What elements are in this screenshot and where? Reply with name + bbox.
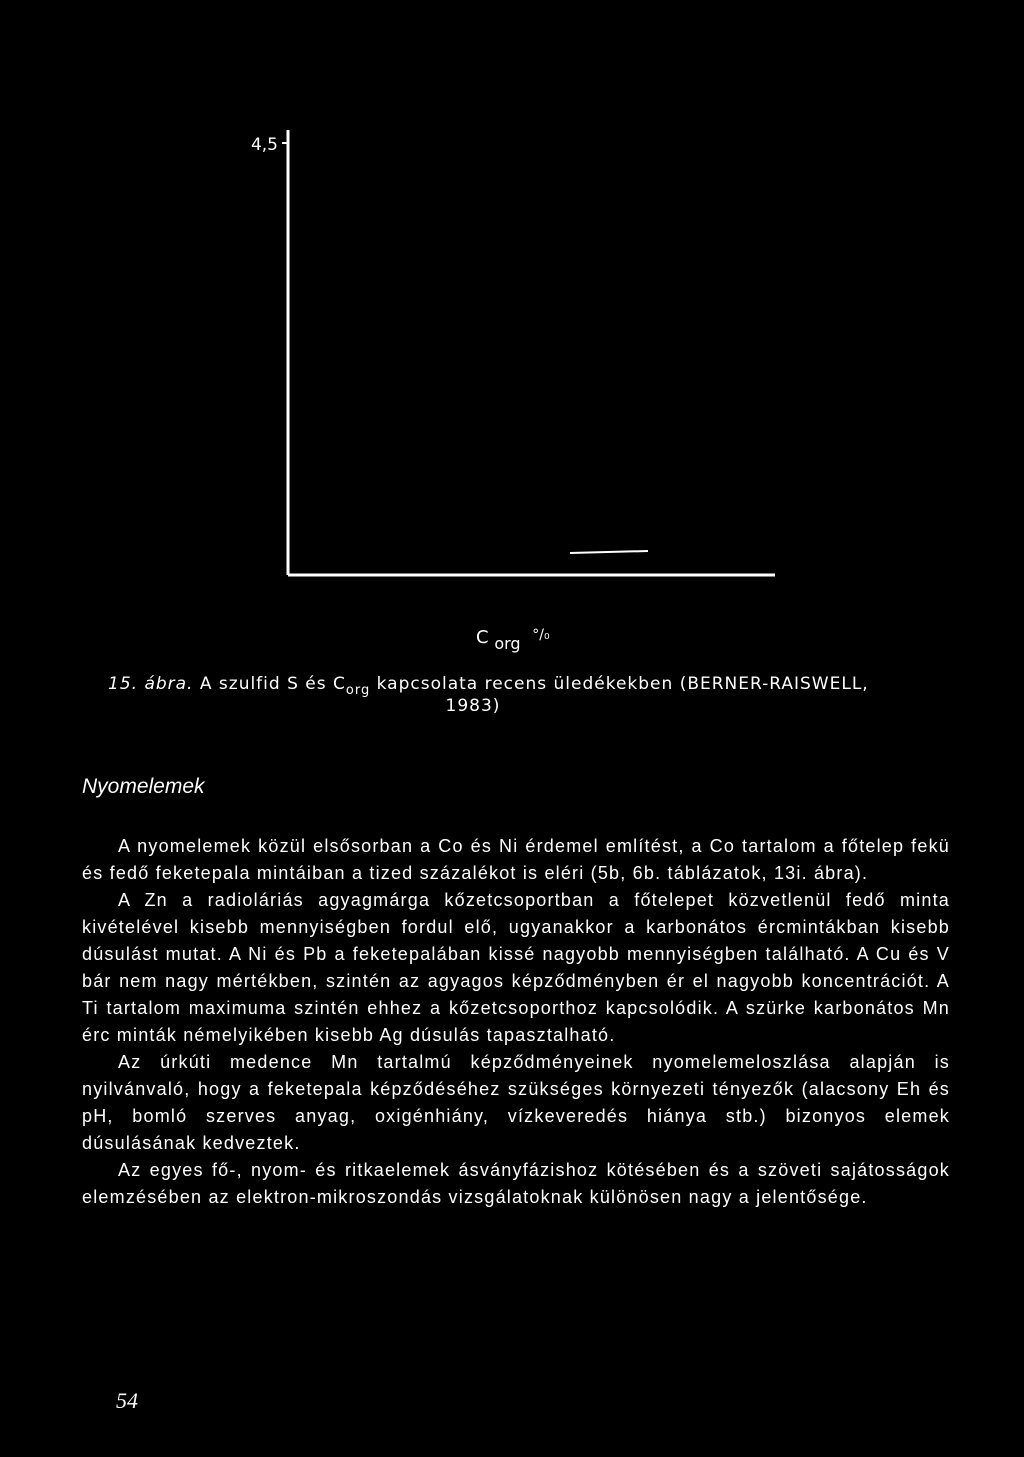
paragraph: Az úrkúti medence Mn tartalmú képződményeinek nyomelemeloszlása alapján is nyilvánvaló, hogy a feketepala képződéséhez szükséges környezeti tényezők (alacsony Eh és pH, bomló szerves anyag, oxigénhiány, vízkeveredés hiánya stb.) bizonyos elemek dúsulásának kedveztek.	[82, 1052, 950, 1153]
paragraph: A Zn a radioláriás agyagmárga kőzetcsoportban a főtelepet közvetlenül fedő minta kivételével kisebb mennyiségben fordul elő, ugyanakkor a karbonátos ércmintákban kisebb dúsulást mutat. A Ni és Pb a feketepalában kissé nagyobb mennyiségben található. A Cu és V bár nem nagy mértékben, szintén az agyagos képződményben ér el nagyobb koncentrációt. A Ti tartalom maximuma szintén ehhez a kőzetcsoporthoz kapcsolódik. A szürke karbonátos Mn érc minták némelyikében kisebb Ag dúsulás tapasztalható.	[82, 890, 950, 1045]
chart	[0, 0, 1024, 660]
page-number: 54	[116, 1388, 138, 1413]
caption-sub: org	[345, 683, 371, 698]
x-axis-label	[476, 627, 550, 654]
paragraph: Az egyes fő-, nyom- és ritkaelemek ásványfázishoz kötésében és a szöveti sajátosságok elemzésében az elektron-mikroszondás vizsgálatoknak különösen nagy a jelentősége.	[82, 1160, 950, 1207]
chart-mark-line	[570, 551, 648, 553]
x-axis-label-unit: °/₀	[532, 627, 550, 643]
x-axis-label-sub: org	[494, 634, 521, 653]
y-tick-label: 4,5	[250, 135, 278, 155]
x-axis-label-main: C	[476, 627, 489, 648]
body-text	[82, 833, 950, 1211]
caption-text-c: 1983)	[445, 696, 501, 716]
caption-text-b: kapcsolata recens üledékekben (BERNER-RAISWELL,	[376, 674, 869, 694]
caption-text-a: A szulfid S és C	[199, 674, 346, 694]
figure-number: 15. ábra.	[108, 674, 194, 694]
section-heading: Nyomelemek	[82, 775, 205, 798]
paragraph: A nyomelemek közül elsősorban a Co és Ni érdemel említést, a Co tartalom a főtelep fekü és fedő feketepala mintáiban a tized százalékot is eléri (5b, 6b. táblázatok, 13i. ábra).	[82, 836, 950, 883]
figure-caption	[108, 674, 958, 716]
